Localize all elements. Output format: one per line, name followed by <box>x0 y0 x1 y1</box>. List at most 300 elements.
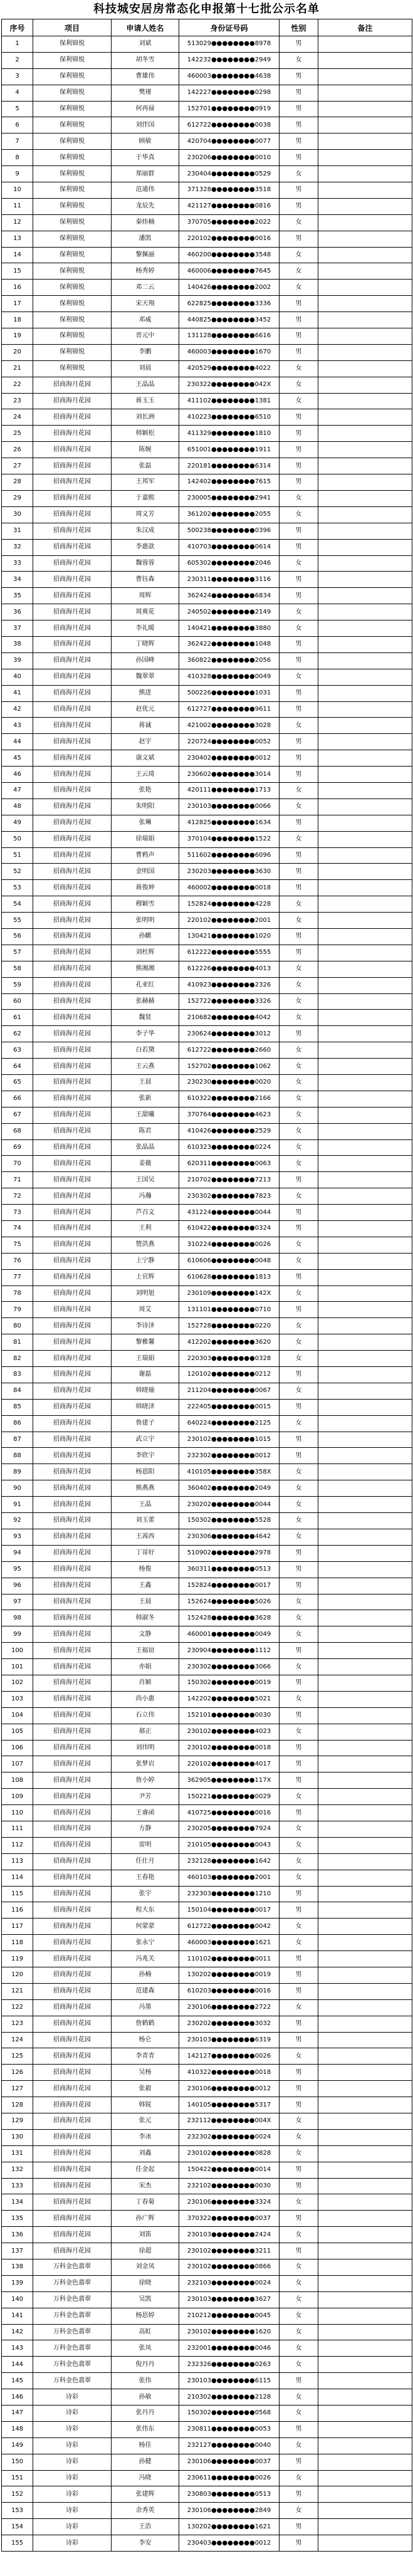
cell-index: 122 <box>2 1999 33 2016</box>
cell-project: 招商海月花园 <box>33 2065 112 2081</box>
table-row <box>2 2243 412 2259</box>
table-row <box>2 328 412 345</box>
cell-gender: 男 <box>280 1545 318 1561</box>
cell-index: 95 <box>2 1561 33 1578</box>
cell-remarks <box>318 426 412 442</box>
cell-gender: 女 <box>280 718 318 734</box>
cell-remarks <box>318 1561 412 1578</box>
cell-index: 31 <box>2 523 33 539</box>
cell-remarks <box>318 263 412 280</box>
cell-id-number: 230202●●●●●●●●3032 <box>179 2016 280 2032</box>
cell-id-number: 230306●●●●●●●●4642 <box>179 1529 280 1545</box>
table-row <box>2 1626 412 1643</box>
cell-remarks <box>318 442 412 458</box>
cell-project: 招商海月花园 <box>33 1951 112 1967</box>
cell-project: 招商海月花园 <box>33 1497 112 1513</box>
table-row <box>2 263 412 280</box>
cell-remarks <box>318 1075 412 1091</box>
cell-gender: 女 <box>280 263 318 280</box>
cell-remarks <box>318 101 412 117</box>
cell-project: 诗彩 <box>33 2406 112 2422</box>
cell-id-number: 142402●●●●●●●●7615 <box>179 474 280 491</box>
cell-index: 106 <box>2 1740 33 1756</box>
cell-id-number: 421127●●●●●●●●0816 <box>179 198 280 214</box>
cell-remarks <box>318 2406 412 2422</box>
cell-index: 2 <box>2 52 33 68</box>
cell-index: 73 <box>2 1205 33 1221</box>
cell-project: 招商海月花园 <box>33 1529 112 1545</box>
cell-applicant: 魏蓉蓉 <box>112 555 179 572</box>
cell-applicant: 何蒙蒙 <box>112 1919 179 1935</box>
cell-project: 招商海月花园 <box>33 555 112 572</box>
cell-applicant: 刘伴国 <box>112 117 179 134</box>
cell-remarks <box>318 1497 412 1513</box>
cell-applicant: 詹鹤鹤 <box>112 2016 179 2032</box>
cell-gender: 男 <box>280 685 318 701</box>
cell-gender: 男 <box>280 636 318 652</box>
cell-gender: 男 <box>280 734 318 750</box>
cell-index: 124 <box>2 2032 33 2048</box>
cell-index: 85 <box>2 1399 33 1415</box>
cell-applicant: 王晶晶 <box>112 377 179 393</box>
cell-id-number: 411329●●●●●●●●1810 <box>179 426 280 442</box>
table-row <box>2 572 412 588</box>
table-row <box>2 1659 412 1675</box>
cell-id-number: 410223●●●●●●●●6510 <box>179 409 280 426</box>
cell-gender: 男 <box>280 1302 318 1318</box>
cell-index: 71 <box>2 1172 33 1188</box>
table-row <box>2 1740 412 1756</box>
cell-remarks <box>318 2275 412 2291</box>
table-row <box>2 1480 412 1497</box>
cell-project: 诗彩 <box>33 2437 112 2454</box>
cell-gender: 女 <box>280 2227 318 2243</box>
cell-id-number: 230611●●●●●●●●0026 <box>179 2470 280 2486</box>
cell-project: 万科金色翡翠 <box>33 2357 112 2373</box>
cell-gender: 男 <box>280 409 318 426</box>
table-row <box>2 523 412 539</box>
table-row <box>2 52 412 68</box>
cell-remarks <box>318 150 412 166</box>
cell-project: 招商海月花园 <box>33 539 112 555</box>
cell-index: 140 <box>2 2291 33 2308</box>
cell-id-number: 230302●●●●●●●●7823 <box>179 1188 280 1205</box>
table-row <box>2 1919 412 1935</box>
cell-index: 83 <box>2 1367 33 1383</box>
cell-applicant: 周爽花 <box>112 604 179 620</box>
cell-gender: 男 <box>280 1578 318 1594</box>
cell-applicant: 康文斌 <box>112 750 179 767</box>
cell-index: 135 <box>2 2211 33 2227</box>
table-row <box>2 2178 412 2194</box>
cell-gender: 女 <box>280 2503 318 2519</box>
cell-applicant: 冯墨 <box>112 1999 179 2016</box>
cell-project: 招商海月花园 <box>33 1626 112 1643</box>
cell-project: 招商海月花园 <box>33 1480 112 1497</box>
cell-index: 15 <box>2 263 33 280</box>
cell-index: 55 <box>2 913 33 929</box>
cell-applicant: 文静 <box>112 1626 179 1643</box>
cell-gender: 男 <box>280 523 318 539</box>
cell-index: 143 <box>2 2340 33 2357</box>
cell-index: 100 <box>2 1643 33 1659</box>
cell-project: 保利锦悦 <box>33 296 112 312</box>
cell-applicant: 亦娟 <box>112 1659 179 1675</box>
cell-gender: 男 <box>280 928 318 945</box>
cell-remarks <box>318 1740 412 1756</box>
cell-project: 保利锦悦 <box>33 231 112 247</box>
cell-index: 5 <box>2 101 33 117</box>
cell-remarks <box>318 928 412 945</box>
cell-gender: 男 <box>280 750 318 767</box>
cell-remarks <box>318 2211 412 2227</box>
cell-applicant: 王春艳 <box>112 1870 179 1886</box>
cell-remarks <box>318 1383 412 1399</box>
cell-applicant: 詹小婷 <box>112 1772 179 1789</box>
cell-applicant: 王瑞娟 <box>112 1351 179 1367</box>
cell-index: 78 <box>2 1285 33 1302</box>
cell-remarks <box>318 1318 412 1334</box>
cell-id-number: 220102●●●●●●●●4017 <box>179 1756 280 1772</box>
cell-index: 59 <box>2 977 33 993</box>
cell-remarks <box>318 2178 412 2194</box>
cell-applicant: 周艾 <box>112 1302 179 1318</box>
cell-gender: 女 <box>280 1383 318 1399</box>
cell-applicant: 徐晓 <box>112 2275 179 2291</box>
cell-id-number: 210682●●●●●●●●4042 <box>179 1010 280 1026</box>
cell-remarks <box>318 2259 412 2276</box>
cell-remarks <box>318 2519 412 2535</box>
table-row <box>2 68 412 85</box>
cell-gender: 男 <box>280 1756 318 1772</box>
cell-index: 115 <box>2 1886 33 1902</box>
cell-index: 119 <box>2 1951 33 1967</box>
cell-gender: 女 <box>280 1415 318 1432</box>
cell-project: 招商海月花园 <box>33 474 112 491</box>
cell-id-number: 232303●●●●●●●●1210 <box>179 1886 280 1902</box>
cell-id-number: 410923●●●●●●●●2326 <box>179 977 280 993</box>
cell-remarks <box>318 2324 412 2340</box>
cell-applicant: 张赫赫 <box>112 993 179 1010</box>
cell-project: 保利锦悦 <box>33 150 112 166</box>
cell-project: 诗彩 <box>33 2421 112 2437</box>
cell-id-number: 230102●●●●●●●●4023 <box>179 1724 280 1740</box>
cell-id-number: 232128●●●●●●●●1642 <box>179 1853 280 1870</box>
cell-applicant: 杨秀婷 <box>112 263 179 280</box>
cell-id-number: 230402●●●●●●●●0012 <box>179 750 280 767</box>
cell-index: 63 <box>2 1042 33 1059</box>
cell-project: 招商海月花园 <box>33 1123 112 1139</box>
cell-index: 26 <box>2 442 33 458</box>
cell-index: 125 <box>2 2048 33 2065</box>
cell-gender: 男 <box>280 847 318 864</box>
cell-id-number: 622825●●●●●●●●3336 <box>179 296 280 312</box>
cell-applicant: 李子华 <box>112 1026 179 1042</box>
cell-remarks <box>318 880 412 896</box>
cell-applicant: 李鹏 <box>112 344 179 360</box>
table-row <box>2 1318 412 1334</box>
cell-applicant: 李惠歆 <box>112 539 179 555</box>
cell-applicant: 赵优元 <box>112 701 179 718</box>
cell-project: 招商海月花园 <box>33 1707 112 1724</box>
cell-project: 招商海月花园 <box>33 2194 112 2211</box>
cell-remarks <box>318 166 412 182</box>
cell-gender: 女 <box>280 2194 318 2211</box>
cell-id-number: 230904●●●●●●●●1112 <box>179 1643 280 1659</box>
cell-index: 133 <box>2 2178 33 2194</box>
table-row <box>2 1513 412 1529</box>
cell-index: 17 <box>2 296 33 312</box>
cell-gender: 男 <box>280 198 318 214</box>
cell-applicant: 高虹 <box>112 2324 179 2340</box>
table-row <box>2 117 412 134</box>
cell-gender: 女 <box>280 1837 318 1853</box>
cell-index: 44 <box>2 734 33 750</box>
cell-applicant: 于华真 <box>112 150 179 166</box>
cell-gender: 男 <box>280 474 318 491</box>
cell-gender: 女 <box>280 2129 318 2145</box>
cell-applicant: 黎雅馨 <box>112 1334 179 1351</box>
cell-gender: 男 <box>280 2162 318 2178</box>
cell-id-number: 152722●●●●●●●●3326 <box>179 993 280 1010</box>
cell-gender: 女 <box>280 831 318 847</box>
cell-applicant: 于嘉熙 <box>112 490 179 506</box>
cell-gender: 女 <box>280 1610 318 1626</box>
cell-gender: 男 <box>280 442 318 458</box>
cell-applicant: 范通伟 <box>112 182 179 199</box>
cell-id-number: 210212●●●●●●●●0045 <box>179 2308 280 2324</box>
cell-index: 103 <box>2 1691 33 1707</box>
table-row <box>2 2357 412 2373</box>
cell-applicant: 韩晓瑜 <box>112 1383 179 1399</box>
cell-remarks <box>318 1870 412 1886</box>
cell-id-number: 142232●●●●●●●●2949 <box>179 52 280 68</box>
cell-id-number: 460200●●●●●●●●3548 <box>179 247 280 263</box>
cell-index: 91 <box>2 1497 33 1513</box>
cell-project: 保利锦悦 <box>33 85 112 101</box>
cell-id-number: 230624●●●●●●●●3012 <box>179 1026 280 1042</box>
cell-project: 招商海月花园 <box>33 2129 112 2145</box>
cell-applicant: 张伟 <box>112 2373 179 2389</box>
cell-id-number: 410322●●●●●●●●0018 <box>179 2065 280 2081</box>
cell-id-number: 131101●●●●●●●●0710 <box>179 1302 280 1318</box>
cell-id-number: 220102●●●●●●●●2001 <box>179 913 280 929</box>
cell-project: 招商海月花园 <box>33 1772 112 1789</box>
cell-applicant: 孙敏 <box>112 2389 179 2406</box>
cell-id-number: 610203●●●●●●●●0016 <box>179 1983 280 1999</box>
cell-id-number: 230403●●●●●●●●0012 <box>179 2535 280 2552</box>
cell-id-number: 460001●●●●●●●●0049 <box>179 1626 280 1643</box>
cell-index: 75 <box>2 1237 33 1253</box>
cell-id-number: 230102●●●●●●●●0866 <box>179 2259 280 2276</box>
cell-applicant: 晋元中 <box>112 328 179 345</box>
table-row <box>2 977 412 993</box>
cell-index: 35 <box>2 588 33 604</box>
cell-gender: 男 <box>280 1772 318 1789</box>
cell-project: 招商海月花园 <box>33 2016 112 2032</box>
cell-id-number: 232112●●●●●●●●004X <box>179 2113 280 2130</box>
cell-project: 招商海月花园 <box>33 506 112 523</box>
cell-gender: 女 <box>280 1139 318 1156</box>
cell-applicant: 李冰 <box>112 2129 179 2145</box>
cell-index: 54 <box>2 896 33 913</box>
table-row <box>2 85 412 101</box>
cell-id-number: 232001●●●●●●●●0046 <box>179 2340 280 2357</box>
cell-project: 万科金色翡翠 <box>33 2373 112 2389</box>
cell-applicant: 王晶 <box>112 1497 179 1513</box>
cell-index: 131 <box>2 2145 33 2162</box>
cell-project: 万科金色翡翠 <box>33 2275 112 2291</box>
cell-gender: 女 <box>280 1464 318 1480</box>
cell-id-number: 460003●●●●●●●●1621 <box>179 1935 280 1951</box>
table-row <box>2 1837 412 1853</box>
cell-remarks <box>318 2308 412 2324</box>
cell-project: 招商海月花园 <box>33 1448 112 1464</box>
table-row <box>2 1935 412 1951</box>
cell-gender: 女 <box>280 1075 318 1091</box>
table-row <box>2 1821 412 1837</box>
cell-gender: 女 <box>280 393 318 409</box>
cell-applicant: 杨思婷 <box>112 2308 179 2324</box>
cell-applicant: 武立宇 <box>112 1432 179 1448</box>
cell-project: 招商海月花园 <box>33 442 112 458</box>
cell-project: 招商海月花园 <box>33 2211 112 2227</box>
cell-gender: 男 <box>280 1967 318 1983</box>
cell-remarks <box>318 636 412 652</box>
cell-index: 118 <box>2 1935 33 1951</box>
cell-applicant: 何再禄 <box>112 101 179 117</box>
cell-gender: 男 <box>280 2373 318 2389</box>
cell-remarks <box>318 539 412 555</box>
cell-index: 57 <box>2 945 33 961</box>
cell-id-number: 605302●●●●●●●●2046 <box>179 555 280 572</box>
cell-gender: 女 <box>280 2308 318 2324</box>
cell-remarks <box>318 1902 412 1919</box>
cell-index: 20 <box>2 344 33 360</box>
cell-gender: 女 <box>280 1480 318 1497</box>
cell-id-number: 230203●●●●●●●●3630 <box>179 864 280 880</box>
cell-id-number: 230322●●●●●●●●042X <box>179 377 280 393</box>
cell-id-number: 460003●●●●●●●●1670 <box>179 344 280 360</box>
cell-project: 保利锦悦 <box>33 117 112 134</box>
cell-index: 74 <box>2 1221 33 1237</box>
cell-gender: 女 <box>280 604 318 620</box>
cell-gender: 男 <box>280 296 318 312</box>
cell-remarks <box>318 1837 412 1853</box>
cell-applicant: 邓威 <box>112 312 179 328</box>
cell-project: 招商海月花园 <box>33 977 112 993</box>
cell-project: 招商海月花园 <box>33 2032 112 2048</box>
cell-id-number: 130421●●●●●●●●1020 <box>179 928 280 945</box>
cell-index: 107 <box>2 1756 33 1772</box>
cell-id-number: 360311●●●●●●●●0513 <box>179 1561 280 1578</box>
cell-remarks <box>318 652 412 669</box>
cell-project: 招商海月花园 <box>33 1594 112 1610</box>
cell-index: 61 <box>2 1010 33 1026</box>
cell-project: 招商海月花园 <box>33 1399 112 1415</box>
cell-remarks <box>318 1691 412 1707</box>
cell-index: 94 <box>2 1545 33 1561</box>
cell-gender: 女 <box>280 214 318 231</box>
table-row <box>2 214 412 231</box>
cell-remarks <box>318 1237 412 1253</box>
cell-remarks <box>318 2065 412 2081</box>
cell-applicant: 韩晓泽 <box>112 1399 179 1415</box>
cell-remarks <box>318 1302 412 1318</box>
cell-id-number: 152824●●●●●●●●4228 <box>179 896 280 913</box>
cell-gender: 男 <box>280 1643 318 1659</box>
header-applicant: 申请人姓名 <box>112 19 179 36</box>
cell-project: 保利锦悦 <box>33 263 112 280</box>
cell-remarks <box>318 1269 412 1285</box>
cell-index: 147 <box>2 2406 33 2422</box>
cell-gender: 女 <box>280 1659 318 1675</box>
cell-index: 34 <box>2 572 33 588</box>
cell-project: 招商海月花园 <box>33 1253 112 1269</box>
cell-gender: 男 <box>280 945 318 961</box>
table-row <box>2 2162 412 2178</box>
cell-applicant: 刘笛 <box>112 2227 179 2243</box>
cell-project: 招商海月花园 <box>33 1610 112 1626</box>
cell-remarks <box>318 134 412 150</box>
cell-index: 30 <box>2 506 33 523</box>
table-row <box>2 1026 412 1042</box>
cell-remarks <box>318 1545 412 1561</box>
cell-index: 79 <box>2 1302 33 1318</box>
cell-index: 66 <box>2 1091 33 1107</box>
cell-applicant: 龙辰先 <box>112 198 179 214</box>
table-row <box>2 555 412 572</box>
cell-applicant: 刘明旭 <box>112 1285 179 1302</box>
cell-remarks <box>318 2194 412 2211</box>
cell-gender: 女 <box>280 2275 318 2291</box>
table-row <box>2 1367 412 1383</box>
table-row <box>2 1351 412 1367</box>
cell-remarks <box>318 506 412 523</box>
cell-applicant: 王晨 <box>112 1594 179 1610</box>
cell-gender: 男 <box>280 1561 318 1578</box>
cell-gender: 男 <box>280 36 318 53</box>
cell-gender: 男 <box>280 182 318 199</box>
cell-applicant: 张磊 <box>112 458 179 474</box>
cell-id-number: 230102●●●●●●●●1620 <box>179 2324 280 2340</box>
cell-gender: 女 <box>280 506 318 523</box>
cell-id-number: 220303●●●●●●●●0328 <box>179 1351 280 1367</box>
table-row <box>2 1594 412 1610</box>
table-row <box>2 1561 412 1578</box>
cell-project: 招商海月花园 <box>33 1415 112 1432</box>
table-row <box>2 1789 412 1805</box>
cell-remarks <box>318 555 412 572</box>
cell-gender: 女 <box>280 1626 318 1643</box>
cell-applicant: 王利 <box>112 1221 179 1237</box>
table-row <box>2 36 412 53</box>
cell-gender: 男 <box>280 1902 318 1919</box>
cell-id-number: 130202●●●●●●●●1621 <box>179 2519 280 2535</box>
cell-index: 111 <box>2 1821 33 1837</box>
cell-gender: 女 <box>280 798 318 815</box>
cell-applicant: 王晨 <box>112 1075 179 1091</box>
cell-project: 招商海月花园 <box>33 2048 112 2065</box>
cell-gender: 女 <box>280 2113 318 2130</box>
cell-remarks <box>318 231 412 247</box>
table-row <box>2 2437 412 2454</box>
cell-gender: 女 <box>280 1919 318 1935</box>
cell-project: 招商海月花园 <box>33 1740 112 1756</box>
header-project: 项目 <box>33 19 112 36</box>
cell-remarks <box>318 1432 412 1448</box>
cell-gender: 男 <box>280 1205 318 1221</box>
